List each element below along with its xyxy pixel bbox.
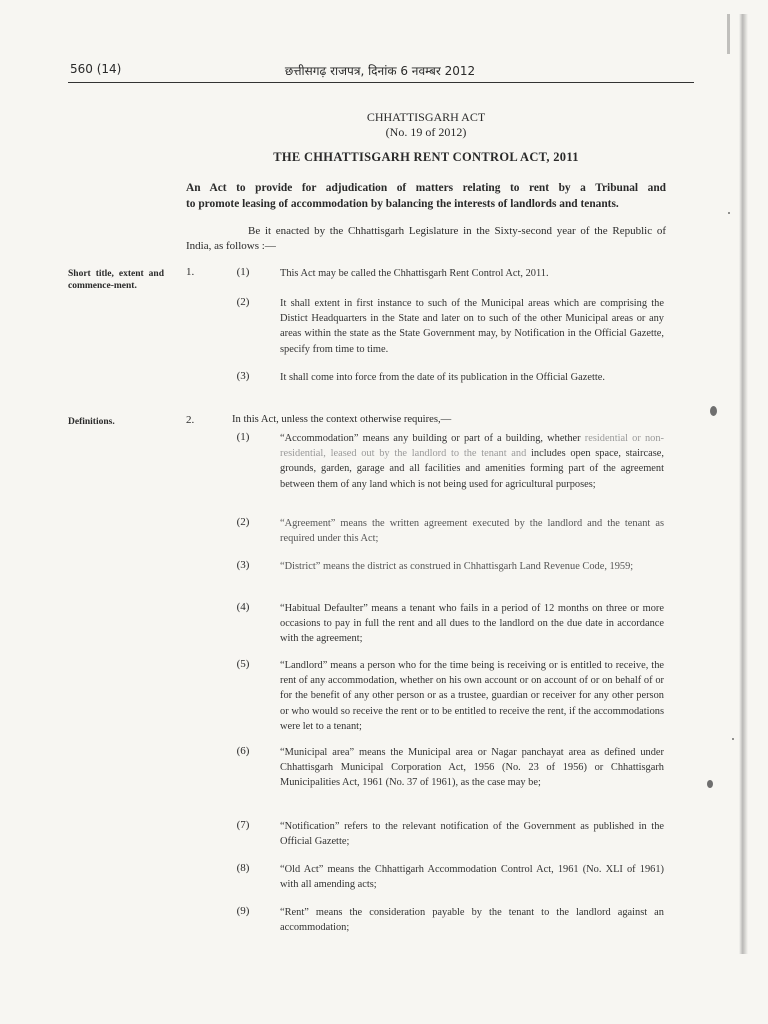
subsection-number: (5) [236, 658, 250, 670]
scan-edge-mark [727, 14, 730, 54]
act-heading [186, 110, 666, 140]
subsection-number: (1) [236, 266, 250, 278]
definition-habitual-defaulter: “Habitual Defaulter” means a tenant who fails in a period of 12 months on three or more occasions to pay in full the rent and all dues to the landlord on the due date in accordance with the agreement; [280, 603, 664, 645]
scan-edge-shadow [739, 14, 748, 954]
subsection-number: (4) [236, 601, 250, 613]
subsection-number: (3) [236, 559, 250, 571]
marginal-note-short-title: Short title, extent and commence-ment. [68, 269, 164, 291]
definition-text-faded: residential or non-residential, leased out by the landlord to the tenant and [280, 433, 664, 460]
page-header [70, 60, 690, 80]
subsection-number: (3) [236, 370, 250, 382]
gazette-title: छत्तीसगढ़ राजपत्र, दिनांक 6 नवम्बर 2012 [284, 64, 476, 78]
subsection-number: (9) [236, 905, 250, 917]
state-act-label: CHHATTISGARH ACT [366, 110, 486, 124]
preamble [186, 180, 666, 212]
subsection-number: (2) [236, 296, 250, 308]
definition-district: “District” means the district as construed in Chhattisgarh Land Revenue Code, 1959; [280, 561, 634, 572]
definition-rent: “Rent” means the consideration payable by the tenant to the landlord against an accommodation; [280, 907, 664, 934]
definition-agreement: “Agreement” means the written agreement executed by the landlord and the tenant as required under this Act; [280, 518, 664, 545]
preamble-line-2: to promote leasing of accommodation by balancing the interests of landlords and tenants. [186, 198, 619, 210]
section-number-1: 1. [186, 266, 195, 278]
section-number-2: 2. [186, 414, 195, 426]
marginal-note-definitions: Definitions. [68, 417, 115, 427]
scan-speck [728, 212, 730, 214]
definitions-intro: In this Act, unless the context otherwise requires,— [232, 414, 452, 425]
act-number: (No. 19 of 2012) [385, 125, 467, 139]
subsection-text: This Act may be called the Chhattisgarh Rent Control Act, 2011. [280, 268, 549, 279]
scan-speck [732, 738, 734, 740]
subsection-text: It shall come into force from the date of its publication in the Official Gazette. [280, 372, 605, 383]
scan-speck [710, 406, 717, 416]
subsection-number: (7) [236, 819, 250, 831]
definition-old-act: “Old Act” means the Chhattigarh Accommodation Control Act, 1961 (No. XLI of 1961) with all amending acts; [280, 864, 664, 891]
definition-accommodation [280, 431, 664, 492]
preamble-line-1: An Act to provide for adjudication of matters relating to rent by a Tribunal and [186, 182, 666, 194]
definition-landlord: “Landlord” means a person who for the time being is receiving or is entitled to receive, the rent of any accommodation, whether on his own account or on account of or on behalf of or for the benefit of any other person or as a trustee, guardian or receiver for any other person or who would so receive the rent or to be entitled to receive the rent, if the accommodations were let to a tenant; [280, 660, 664, 732]
act-title: THE CHHATTISGARH RENT CONTROL ACT, 2011 [273, 150, 579, 164]
definition-text-part: “Accommodation” means any building or part of a building, whether [280, 433, 581, 444]
definition-text-part: includes open space, staircase, grounds, garden, garage and all facilities and amenities forming part of the agreement between them of any land which is not being used for agricultural purposes; [280, 448, 664, 490]
enacting-clause: Be it enacted by the Chhattisgarh Legislature in the Sixty-second year of the Republic of India, as follows :— [186, 225, 666, 252]
subsection-number: (8) [236, 862, 250, 874]
definition-municipal-area: “Municipal area” means the Municipal area or Nagar panchayat area as defined under Chhattisgarh Municipal Corporation Act, 1956 (No. 23 of 1956) or Chhattisgarh Municipalities Act, 1961 (No. 37 of 1961), as the case may be; [280, 747, 664, 789]
header-rule [68, 82, 694, 83]
subsection-number: (6) [236, 745, 250, 757]
subsection-number: (1) [236, 431, 250, 443]
page-number: 560 (14) [70, 62, 122, 76]
scan-speck [707, 780, 713, 788]
definition-notification: “Notification” refers to the relevant notification of the Government as published in the Official Gazette; [280, 821, 664, 848]
subsection-number: (2) [236, 516, 250, 528]
subsection-text: It shall extent in first instance to such of the Municipal areas which are comprising the Distict Headquarters in the State and later on to such of the other Municipal areas or any areas within the state as the State Government may, by Notification in the Official Gazette, specify from time to time. [280, 298, 664, 355]
